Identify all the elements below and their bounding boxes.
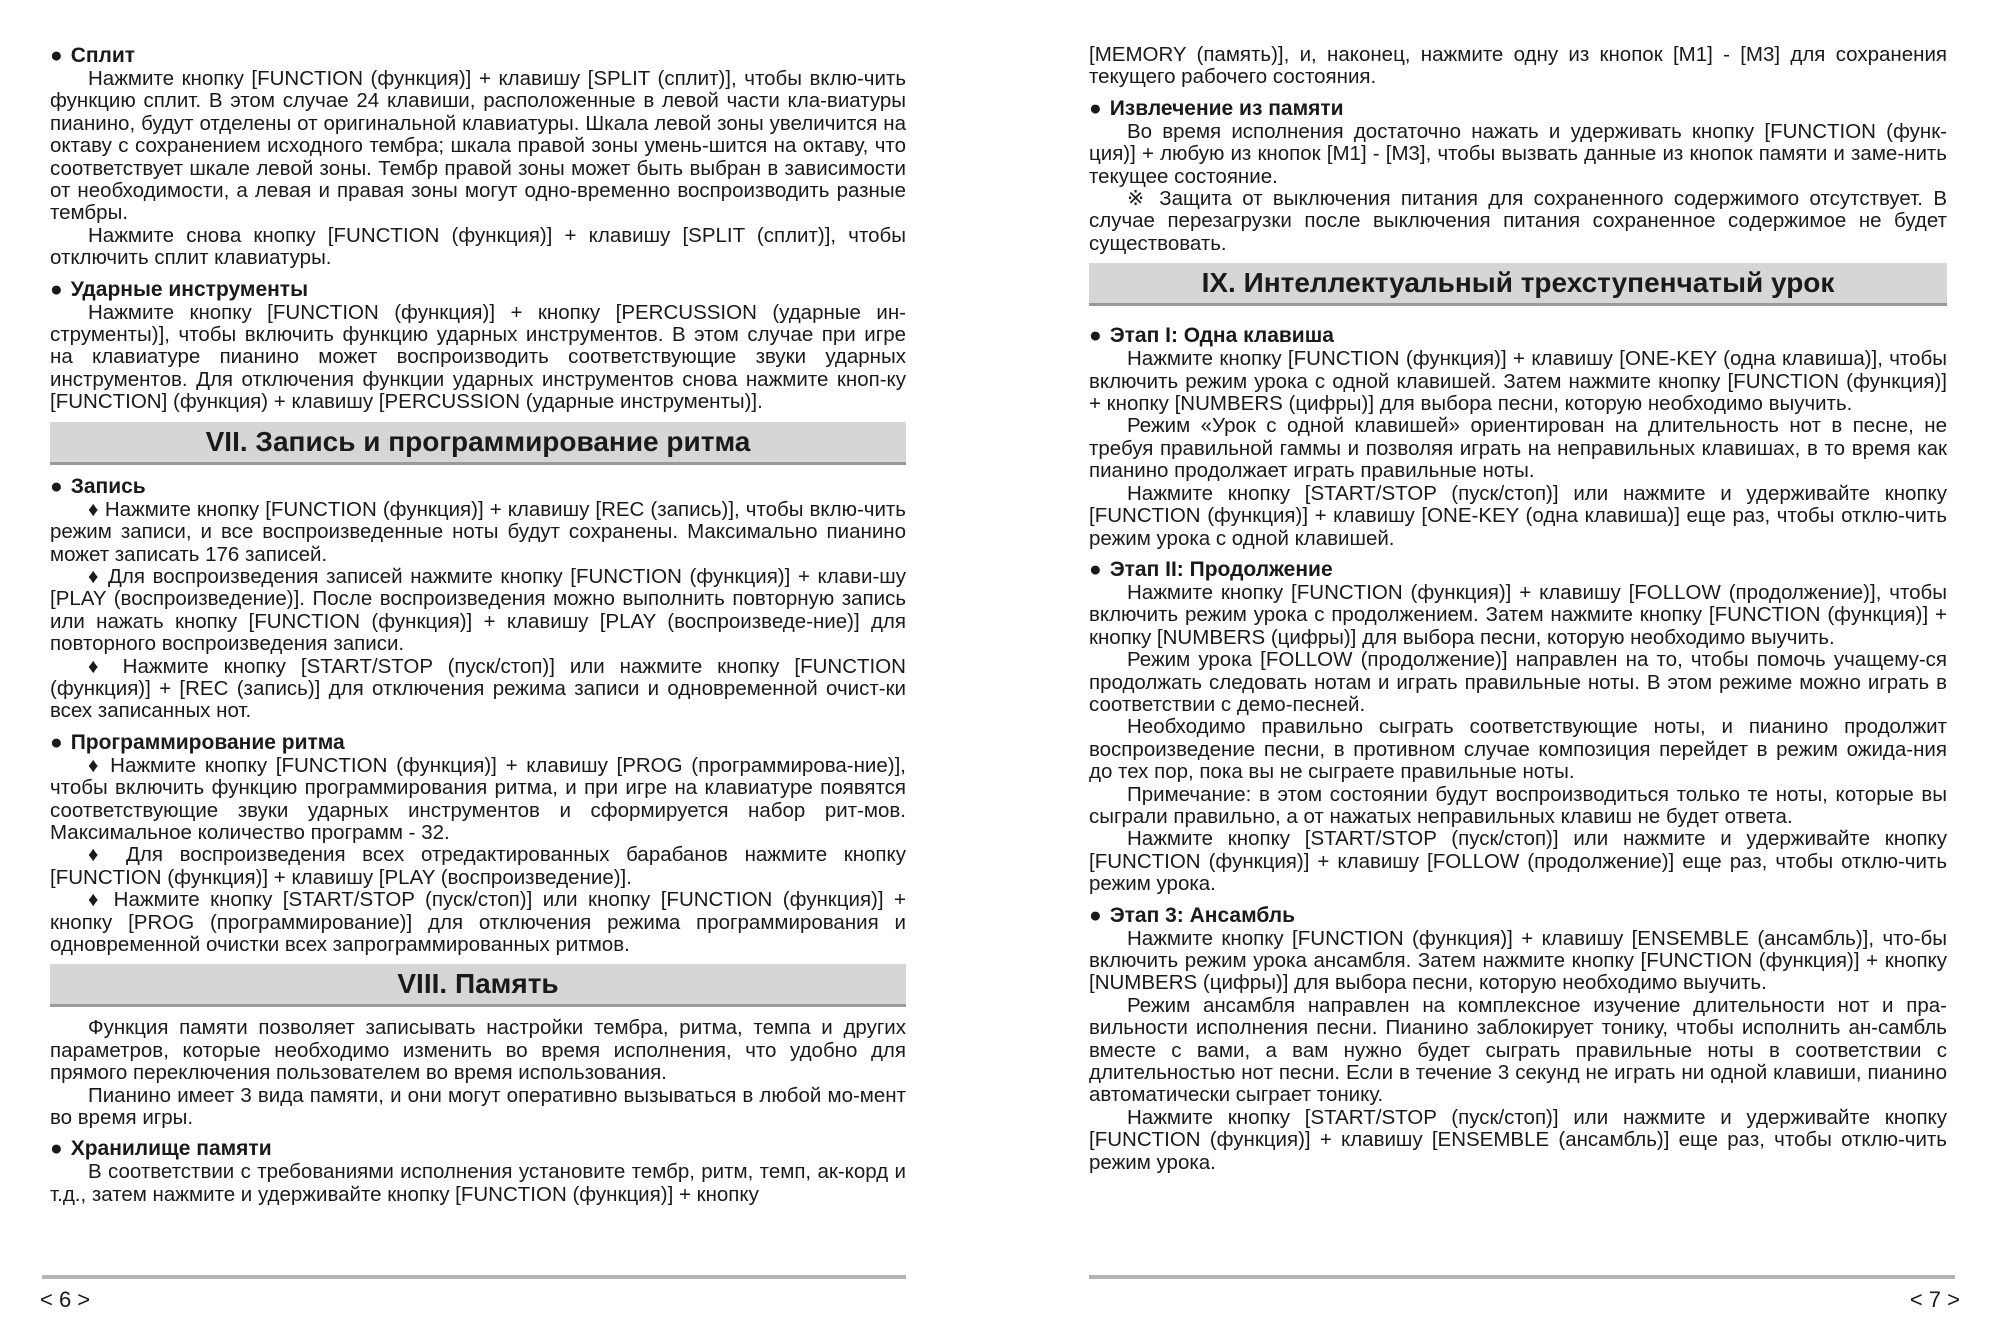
stage-3-paragraph-2: Режим ансамбля направлен на комплексное изучение длительности нот и пра-вильности исполнения песни. Пианино заблокирует тонику, чтобы исполнить ан-самбль вместе с вами, а вам нужно будет сыграть правильные ноты в соответствии с длительностью нот песни. Если в течение 3 секунд не играть ни одной клавиши, пианино автоматически сыграет тонику. <box>1089 993 1947 1107</box>
stage-2-paragraph-1: Нажмите кнопку [FUNCTION (функция)] + клавишу [FOLLOW (продолжение)], чтобы включить режим урока с продолжением. Затем нажмите кнопку [FUNCTION (функция)] + кнопку [NUMBERS (цифры)] для выбора песни, которую необходимо выучить. <box>1089 580 1947 649</box>
bullet-icon: ● <box>1089 324 1102 348</box>
stage-3-paragraph-3: Нажмите кнопку [START/STOP (пуск/стоп)] или нажмите и удерживайте кнопку [FUNCTION (функция)] + клавишу [ENSEMBLE (ансамбль)] еще раз, чтобы отклю-чить режим урока. <box>1089 1105 1947 1174</box>
stage-2-paragraph-5: Нажмите кнопку [START/STOP (пуск/стоп)] или нажмите и удерживайте кнопку [FUNCTION (функция)] + клавишу [FOLLOW (продолжение)] еще раз, чтобы отклю-чить режим урока. <box>1089 827 1947 896</box>
rhythm-paragraph-3: ♦ Нажмите кнопку [START/STOP (пуск/стоп)] или кнопку [FUNCTION (функция)] + кнопку [PROG (программирование)] для отключения режима программирования и одновременной очистки всех запрограммированных ритмов. <box>50 888 906 956</box>
section-7-title: VII. Запись и программирование ритма <box>50 422 906 465</box>
stage-2-paragraph-4: Примечание: в этом состоянии будут воспроизводиться только те ноты, которые вы сыграли правильно, а от нажатых неправильных клавиш не будет ответа. <box>1089 782 1947 828</box>
right-page <box>1089 44 1947 1270</box>
record-paragraph-3: ♦ Нажмите кнопку [START/STOP (пуск/стоп)] или нажмите кнопку [FUNCTION (функция)] + [REC (запись)] для отключения режима записи и одновременной очист-ки всех записанных нот. <box>50 654 906 723</box>
footer-divider-left <box>42 1275 906 1279</box>
bullet-icon: ● <box>50 474 63 498</box>
percussion-heading: ● Ударные инструменты <box>50 277 309 301</box>
bullet-icon: ● <box>50 730 63 754</box>
split-paragraph-2: Нажмите снова кнопку [FUNCTION (функция)] + клавишу [SPLIT (сплит)], чтобы отключить сплит клавиатуры. <box>50 223 906 270</box>
memory-paragraph-1: Функция памяти позволяет записывать настройки тембра, ритма, темпа и других параметров, которые необходимо изменить во время исполнения, что удобно для прямого переключения пользователем во время использования. <box>50 1016 906 1085</box>
stage-3-paragraph-1: Нажмите кнопку [FUNCTION (функция)] + клавишу [ENSEMBLE (ансамбль)], что-бы включить режим урока ансамбля. Затем нажмите кнопку [FUNCTION (функция)] + кнопку [NUMBERS (цифры)] для выбора песни, которую необходимо выучить. <box>1089 926 1947 995</box>
stage-1-paragraph-3: Нажмите кнопку [START/STOP (пуск/стоп)] или нажмите и удерживайте кнопку [FUNCTION (функция)] + клавишу [ONE-KEY (одна клавиша)] еще раз, чтобы отклю-чить режим урока с одной клавишей. <box>1089 481 1947 550</box>
memory-recall-heading: ● Извлечение из памяти <box>1089 96 1344 120</box>
stage-3-heading: ● Этап 3: Ансамбль <box>1089 903 1296 927</box>
record-paragraph-2: ♦ Для воспроизведения записей нажмите кнопку [FUNCTION (функция)] + клави-шу [PLAY (воспроизведение)]. После воспроизведения можно выполнить повторную запись или нажать кнопку [FUNCTION (функция)] + клавишу [PLAY (воспроизведе-ние)] для повторного воспроизведения записи. <box>50 564 906 656</box>
memory-storage-continued: [MEMORY (память)], и, наконец, нажмите одну из кнопок [M1] - [M3] для сохранения текущего рабочего состояния. <box>1089 44 1947 89</box>
stage-2-paragraph-3: Необходимо правильно сыграть соответствующие ноты, и пианино продолжит воспроизведение песни, в противном случае композиция перейдет в режим ожида-ния до тех пор, пока вы не сыграете правильные ноты. <box>1089 715 1947 784</box>
rhythm-paragraph-1: ♦ Нажмите кнопку [FUNCTION (функция)] + клавишу [PROG (программирова-ние)], чтобы включить функцию программирования ритма, и при игре на клавиатуре появятся соответствующие звуки ударных инструментов и сформируется набор рит-мов. Максимальное количество программ - 32. <box>50 753 906 844</box>
stage-1-paragraph-2: Режим «Урок с одной клавишей» ориентирован на длительность нот в песне, не требуя правильной гаммы и позволяя играть на неправильных клавишах, в то время как пианино продолжает играть правильные ноты. <box>1089 414 1947 483</box>
page-number-left: < 6 > <box>40 1287 91 1312</box>
stage-1-paragraph-1: Нажмите кнопку [FUNCTION (функция)] + клавишу [ONE-KEY (одна клавиша)], чтобы включить режим урока с одной клавишей. Затем нажмите кнопку [FUNCTION (функция)] + кнопку [NUMBERS (цифры)] для выбора песни, которую необходимо выучить. <box>1089 347 1947 416</box>
bullet-icon: ● <box>50 44 63 67</box>
stage-2-heading: ● Этап II: Продолжение <box>1089 557 1333 581</box>
left-page <box>50 44 906 1270</box>
bullet-icon: ● <box>50 277 63 301</box>
stage-1-heading: ● Этап I: Одна клавиша <box>1089 324 1334 348</box>
record-heading: ● Запись <box>50 474 146 498</box>
page-number-right: < 7 > <box>1909 1287 1960 1312</box>
memory-storage-paragraph-1: В соответствии с требованиями исполнения установите тембр, ритм, темп, ак-корд и т.д., затем нажмите и удерживайте кнопку [FUNCTION (функция)] + кнопку <box>50 1160 906 1206</box>
percussion-paragraph-1: Нажмите кнопку [FUNCTION (функция)] + кнопку [PERCUSSION (ударные ин-струменты)], чтобы включить функцию ударных инструментов. В этом случае при игре на клавиатуре пианино может воспроизводить соответствующие звуки ударных инструментов. Для отключения функции ударных инструментов снова нажмите кноп-ку [FUNCTION] (функция) + клавишу [PERCUSSION (ударные инструменты)]. <box>50 300 906 414</box>
bullet-icon: ● <box>50 1137 63 1161</box>
bullet-icon: ● <box>1089 903 1102 927</box>
section-8-title: VIII. Память <box>50 964 906 1007</box>
memory-recall-paragraph-2: ※ Защита от выключения питания для сохраненного содержимого отсутствует. В случае перезагрузки после выключения питания сохраненное содержимое не будет существовать. <box>1089 187 1947 255</box>
split-paragraph-1: Нажмите кнопку [FUNCTION (функция)] + клавишу [SPLIT (сплит)], чтобы вклю-чить функцию сплит. В этом случае 24 клавиши, расположенные в левой части кла-виатуры пианино, будут отделены от оригинальной клавиатуры. Шкала левой зоны увеличится на октаву с сохранением исходного тембра; шкала правой зоны умень-шится на октаву, что соответствует шкале левой зоны. Тембр правой зоны может быть выбран в зависимости от необходимости, а левая и правая зоны могут одно-временно воспроизводить разные тембры. <box>50 67 906 225</box>
section-9-title: IX. Интеллектуальный трехступенчатый урок <box>1089 263 1947 306</box>
footer-divider-right <box>1089 1275 1955 1279</box>
stage-2-paragraph-2: Режим урока [FOLLOW (продолжение)] направлен на то, чтобы помочь учащему-ся продолжать следовать нотам и играть правильные ноты. В этом режиме можно играть в соответствии с демо-песней. <box>1089 648 1947 716</box>
bullet-icon: ● <box>1089 557 1102 581</box>
rhythm-heading: ● Программирование ритма <box>50 730 345 754</box>
memory-paragraph-2: Пианино имеет 3 вида памяти, и они могут оперативно вызываться в любой мо-мент во время игры. <box>50 1083 906 1130</box>
split-heading: ● Сплит <box>50 44 136 67</box>
bullet-icon: ● <box>1089 96 1102 120</box>
rhythm-paragraph-2: ♦ Для воспроизведения всех отредактированных барабанов нажмите кнопку [FUNCTION (функция)] + клавишу [PLAY (воспроизведение)]. <box>50 843 906 889</box>
memory-recall-paragraph-1: Во время исполнения достаточно нажать и удерживать кнопку [FUNCTION (функ-ция)] + любую из кнопок [M1] - [M3], чтобы вызвать данные из кнопок памяти и заме-нить текущее состояние. <box>1089 119 1947 188</box>
memory-storage-heading: ● Хранилище памяти <box>50 1137 272 1161</box>
record-paragraph-1: ♦ Нажмите кнопку [FUNCTION (функция)] + клавишу [REC (запись)], чтобы вклю-чить режим записи, и все воспроизведенные ноты будут сохранены. Максимально пианино может записать 176 записей. <box>50 497 906 566</box>
